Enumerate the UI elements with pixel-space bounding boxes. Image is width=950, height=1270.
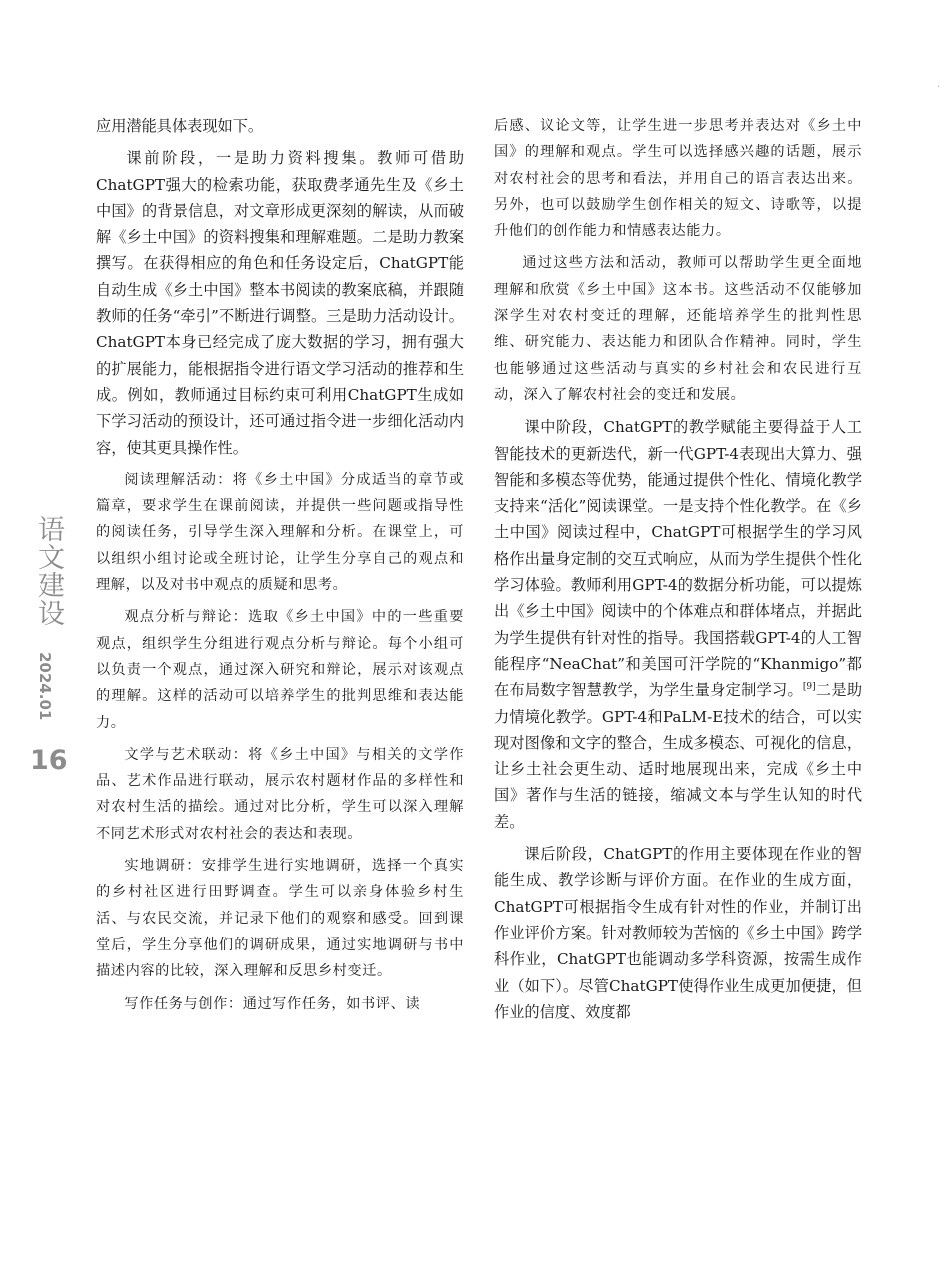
- activity-art-linkage: 文学与艺术联动：将《乡土中国》与相关的文学作品、艺术作品进行联动，展示农村题材作品的多样性和对农村生活的描绘。通过对比分析，学生可以深入理解不同艺术形式对农村社会的表达和表现。: [96, 746, 464, 842]
- activity-field-research: 实地调研：安排学生进行实地调研，选择一个真实的乡村社区进行田野调查。学生可以亲身体验乡村生活、与农民交流，并记录下他们的观察和感受。回到课堂后，学生分享他们的调研成果，通过实地调研与书中描述内容的比较，深入理解和反思乡村变迁。: [96, 858, 464, 980]
- activity-reading: 阅读理解活动：将《乡土中国》分成适当的章节或篇章，要求学生在课前阅读，并提供一些问题或指导性的阅读任务，引导学生深入理解和分析。在课堂上，可以组织小组讨论或全班讨论，让学生分享自己的观点和理解，以及对书中观点的质疑和思考。: [96, 471, 464, 594]
- paragraph-pre-class: 课前阶段，一是助力资料搜集。教师可借助ChatGPT强大的检索功能，获取费孝通先生及《乡土中国》的背景信息，对文章形成更深刻的解读，从而破解《乡土中国》的资料搜集和理解难题。二是助力教案撰写。在获得相应的角色和任务设定后，ChatGPT能自动生成《乡土中国》整本书阅读的教案底稿，并跟随教师的任务“牵引”不断进行调整。三是助力活动设计。ChatGPT本身已经完成了庞大数据的学习，拥有强大的扩展能力，能根据指令进行语文学习活动的推荐和生成。例如，教师通过目标约束可利用ChatGPT生成如下学习活动的预设计，还可通过指令进一步细化活动内容，使其更具操作性。: [96, 149, 464, 457]
- in-class-text-a: 课中阶段，ChatGPT的教学赋能主要得益于人工智能技术的更新迭代，新一代GPT-4表现出大算力、强智能和多模态等优势，能通过提供个性化、情境化教学支持来“活化”阅读课堂。一是支持个性化教学。在《乡土中国》阅读过程中，ChatGPT可根据学生的学习风格作出量身定制的交互式响应，从而为学生提供个性化学习体验。教师利用GPT-4的数据分析功能，可以提炼出《乡土中国》阅读中的个体难点和群体堵点，并据此为学生提供有针对性的指导。我国搭载GPT-4的人工智能程序“NeaChat”和美国可汗学院的“Khanmigo”都在布局数字智慧教学，为学生量身定制学习。: [494, 418, 862, 700]
- citation-ref: [9]: [802, 682, 816, 693]
- paragraph-intro-end: 应用潜能具体表现如下。: [96, 117, 264, 135]
- paragraph-in-class: [494, 414, 862, 835]
- journal-title: 语文建设: [33, 515, 64, 627]
- activity-writing: 写作任务与创作：通过写作任务，如书评、读: [124, 995, 421, 1012]
- paragraph-after-class: 课后阶段，ChatGPT的作用主要体现在作业的智能生成、教学诊断与评价方面。在作业的生成方面，ChatGPT可根据指令生成有针对性的作业，并制订出作业评价方案。针对教师较为苦恼的《乡土中国》跨学科作业，ChatGPT也能调动多学科资源，按需生成作业（如下）。尽管ChatGPT使得作业生成更加便捷，但作业的信度、效度都: [494, 845, 862, 1021]
- right-column: [494, 113, 862, 1025]
- page-number: 16: [30, 745, 68, 776]
- activity-summary: 通过这些方法和活动，教师可以帮助学生更全面地理解和欣赏《乡土中国》这本书。这些活动不仅能够加深学生对农村变迁的理解，还能培养学生的批判性思维、研究能力、表达能力和团队合作精神。同时，学生也能够通过这些活动与真实的乡村社会和农民进行互动，深入了解农村社会的变迁和发展。: [494, 255, 862, 403]
- issue-date: 2024.01: [36, 652, 54, 721]
- activity-debate: 观点分析与辩论：选取《乡土中国》中的一些重要观点，组织学生分组进行观点分析与辩论。每个小组可以负责一个观点，通过深入研究和辩论，展示对该观点的理解。这样的活动可以培养学生的批判思维和表达能力。: [96, 609, 464, 731]
- in-class-text-b: 二是助力情境化教学。GPT-4和PaLM-E技术的结合，可以实现对图像和文字的整合，生成多模态、可视化的信息，让乡土社会更生动、适时地展现出来，完成《乡土中国》著作与生活的链接，缩减文本与学生认知的时代差。: [494, 681, 863, 831]
- activity-writing-continued: 后感、议论文等，让学生进一步思考并表达对《乡土中国》的理解和观点。学生可以选择感兴趣的话题，展示对农村社会的思考和看法，并用自己的语言表达出来。另外，也可以鼓励学生创作相关的短文、诗歌等，以提升他们的创作能力和情感表达能力。: [494, 118, 862, 240]
- left-column: [96, 113, 464, 1017]
- edge-mark: ·: [937, 82, 941, 93]
